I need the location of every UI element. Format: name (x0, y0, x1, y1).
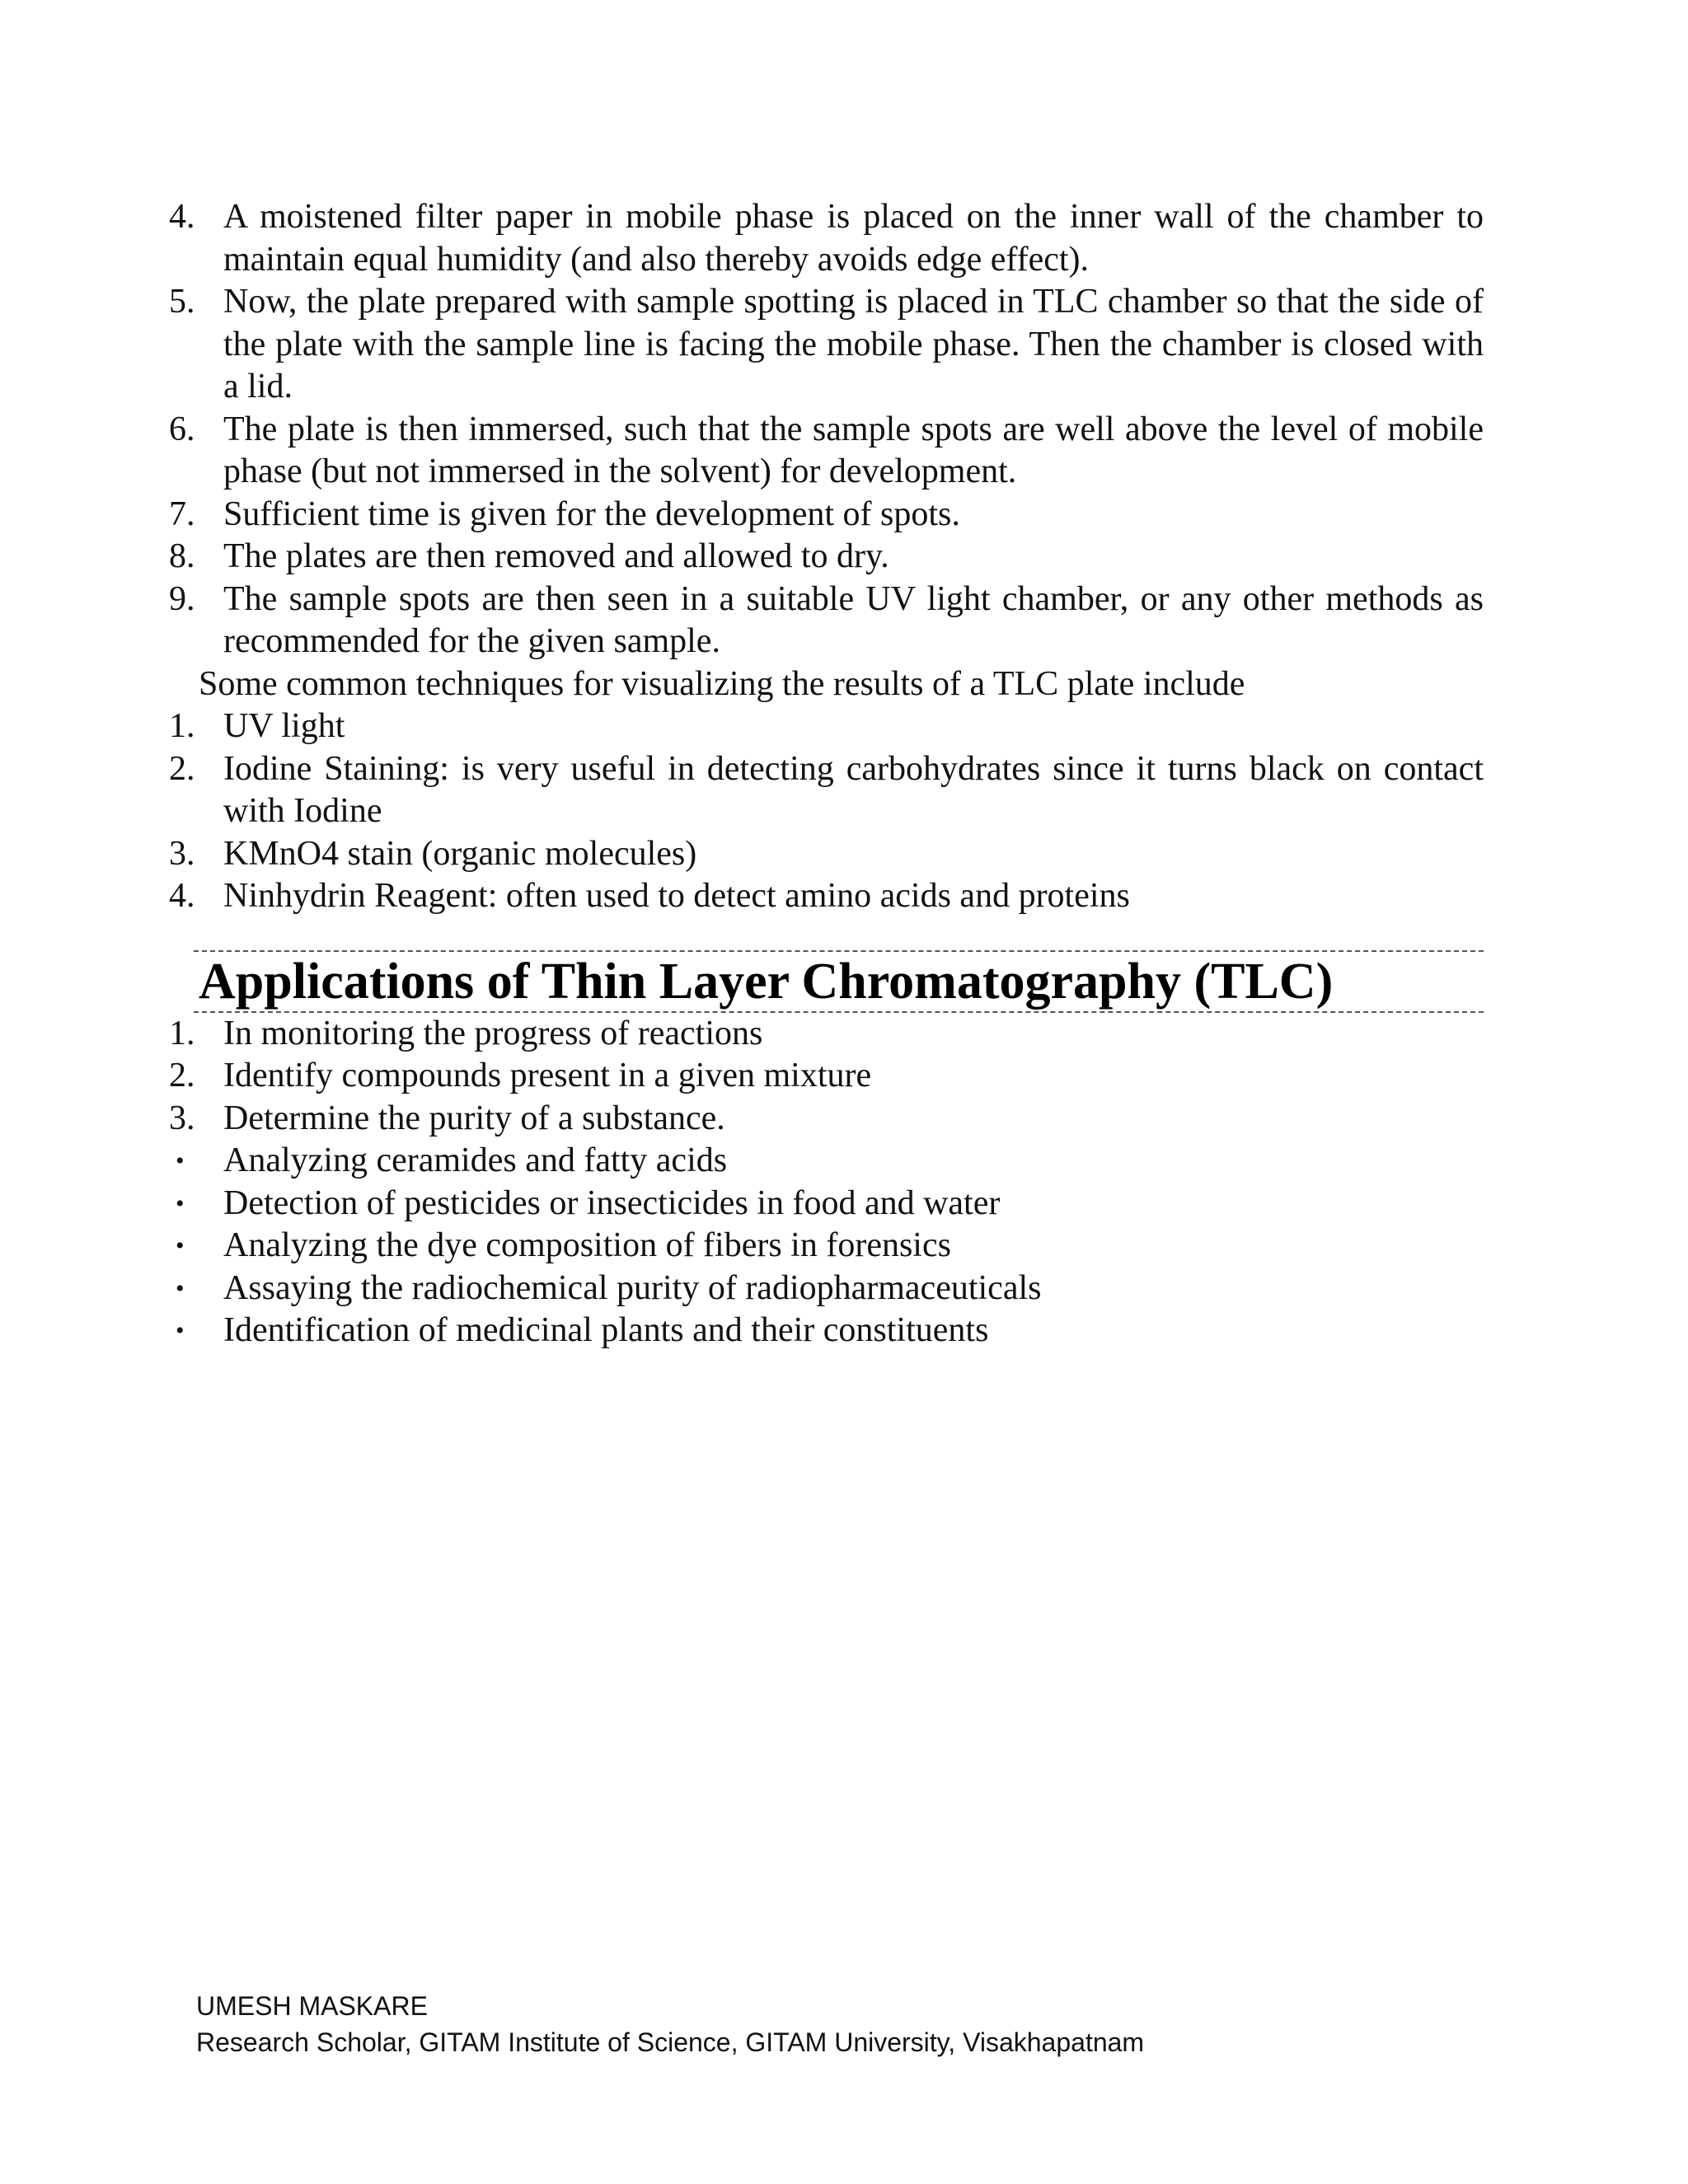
applications-numbered-list (169, 1013, 1484, 1141)
list-item (169, 1183, 1484, 1226)
list-item-text: The plate is then immersed, such that the sample spots are well above the level of mobile phase (but not immersed in the solvent) for development. (223, 410, 1484, 490)
applications-heading: Applications of Thin Layer Chromatography (TLC) (199, 953, 1334, 1010)
visualization-intro: Some common techniques for visualizing the results of a TLC plate include (199, 664, 1245, 703)
list-marker: 6. (169, 410, 195, 448)
list-item (169, 1140, 1484, 1183)
bullet-icon: • (176, 1189, 185, 1217)
list-marker: 8. (169, 537, 195, 575)
list-marker: 4. (169, 877, 195, 915)
list-item (169, 833, 1484, 876)
list-item (169, 1013, 1484, 1056)
bullet-icon: • (176, 1274, 185, 1302)
list-marker: 2. (169, 749, 195, 788)
list-item-text: Now, the plate prepared with sample spotting is placed in TLC chamber so that the side of the plate with the sample line is facing the mobile phase. Then the chamber is closed with a lid. (223, 283, 1484, 405)
list-item-text: Sufficient time is given for the development of spots. (223, 494, 960, 533)
bullet-icon: • (176, 1147, 185, 1174)
list-item (169, 1098, 1484, 1141)
list-item (169, 1225, 1484, 1268)
list-item-text: The sample spots are then seen in a suitable UV light chamber, or any other methods as recommended for the given sample. (223, 579, 1484, 660)
list-item (169, 1055, 1484, 1098)
list-item (169, 705, 1484, 748)
list-item (169, 494, 1484, 537)
list-marker: 1. (169, 1014, 195, 1052)
list-item-text: Identification of medicinal plants and their constituents (223, 1311, 989, 1349)
list-item-text: Assaying the radiochemical purity of radiopharmaceuticals (223, 1268, 1042, 1307)
list-item-text: UV light (223, 707, 345, 745)
visualization-techniques-list (169, 705, 1484, 918)
list-item (169, 875, 1484, 918)
list-marker: 2. (169, 1057, 195, 1094)
bullet-icon: • (176, 1317, 185, 1344)
list-item (169, 281, 1484, 409)
list-marker: 9. (169, 579, 195, 618)
page-content (169, 196, 1484, 1352)
applications-bullet-list (169, 1140, 1484, 1352)
list-item (169, 536, 1484, 579)
list-item-text: Analyzing the dye composition of fibers in forensics (223, 1226, 951, 1264)
list-item-text: KMnO4 stain (organic molecules) (223, 834, 697, 873)
footer-author: UMESH MASKARE (196, 1991, 428, 2021)
list-item-text: In monitoring the progress of reactions (223, 1014, 763, 1052)
list-item-text: Detection of pesticides or insecticides in food and water (223, 1183, 1001, 1222)
footer-affiliation: Research Scholar, GITAM Institute of Science, GITAM University, Visakhapatnam (196, 2027, 1145, 2057)
applications-heading-block (194, 950, 1484, 1013)
list-item-text: A moistened filter paper in mobile phase is placed on the inner wall of the chamber to maintain equal humidity (and also thereby avoids edge effect). (223, 198, 1484, 279)
list-marker: 4. (169, 198, 195, 236)
list-item (169, 409, 1484, 494)
list-marker: 7. (169, 494, 195, 533)
bullet-icon: • (176, 1232, 185, 1259)
list-item (169, 196, 1484, 281)
list-item-text: Iodine Staining: is very useful in detecting carbohydrates since it turns black on contact with Iodine (223, 749, 1484, 830)
list-item-text: Analyzing ceramides and fatty acids (223, 1141, 728, 1179)
list-item (169, 1310, 1484, 1352)
list-item-text: The plates are then removed and allowed to dry. (223, 537, 889, 575)
list-marker: 1. (169, 707, 195, 745)
list-item-text: Ninhydrin Reagent: often used to detect amino acids and proteins (223, 877, 1130, 915)
list-marker: 3. (169, 1099, 195, 1137)
list-item (169, 748, 1484, 833)
procedure-steps-list (169, 196, 1484, 663)
list-item (169, 579, 1484, 663)
list-marker: 5. (169, 283, 195, 321)
list-item-text: Identify compounds present in a given mixture (223, 1057, 872, 1094)
list-item (169, 1268, 1484, 1310)
page-footer (196, 1988, 1144, 2060)
list-item-text: Determine the purity of a substance. (223, 1099, 725, 1137)
list-marker: 3. (169, 834, 195, 873)
